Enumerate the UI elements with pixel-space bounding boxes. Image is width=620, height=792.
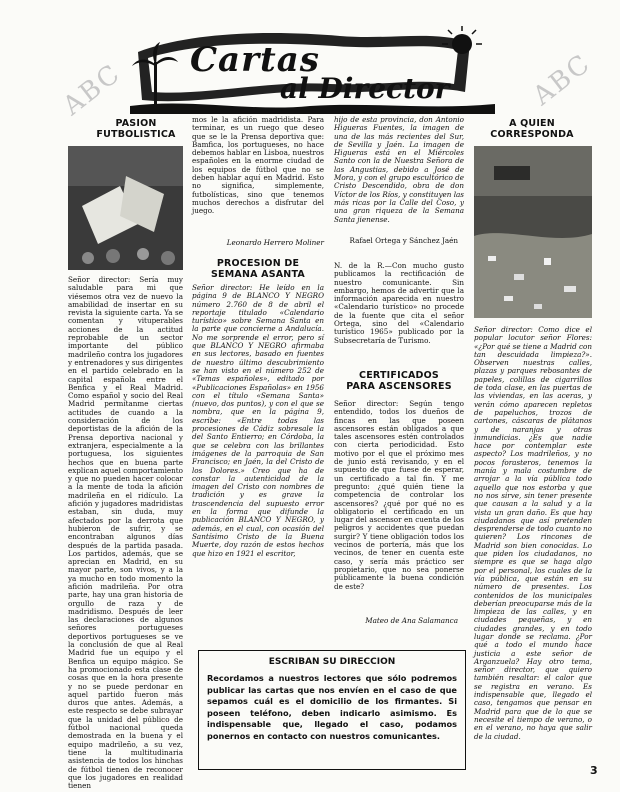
procesion-title-line1: PROCESION DE xyxy=(216,258,300,269)
masthead-title-cartas: Cartas xyxy=(190,40,320,80)
photo-football-crowd xyxy=(68,146,183,270)
certificados-title xyxy=(334,370,464,392)
quien-title xyxy=(474,118,590,140)
pasion-body: Señor director: Sería muy saludable para mi que viésemos otra vez de nuevo la amabilidad de insertar en su revista la siguiente carta. Ya se comentan y vituperables acciones de la actitud reprobable de un sector importante del público madrileño contra los jugadores y entrenadores y sus dirigentes en el partido celebrado en la capital española entre el Benfica y el Real Madrid. Como español y socio del Real Madrid permítanme ciertas actitudes de cuando a la consideración de los deportistas de la afición de la Prensa deportiva nacional y extranjera, especialmente a la portuguesa, los siguientes hechos que en buena parte explican aquel comportamiento y que no pueden hacer colocar a la mente de toda la afición madrileña en el ridículo. La afición y jugadores madridistas estaban, sin duda, muy afectados por la derrota que hubieron de sufrir, y se encontraban algunos días después de la partida pasada. Los partidos, además, que se aprecian en Madrid, en su mayor parte, son vivos, y a la ya mucho en todo momento la afición madrileña. Por otra parte, hay una gran historia de orgullo de raza y de madridismo. Después de leer las declaraciones de algunos señores portugueses deportivos portugueses se ve la conclusión de que al Real Madrid fue un equipo y el Benfica un equipo mágico. Se ha promocionado esta clase de cosas que en la hora presente y no se puede perdonar en aquel partido fueron más duros que antes. Además, a este respecto se debe subrayar que la unidad del público de fútbol nacional queda demostrada en la buena y el equipo madrileño, a su vez, tiene la multitudinaria asistencia de todos los hinchas de fútbol tienen de reconocer que los jugadores en realidad tienen xyxy=(68,275,183,791)
litter-park-image xyxy=(474,146,592,318)
quien-title-line2: CORRESPONDA xyxy=(490,129,574,140)
col3-continuation: hijo de esta provincia, don Antonio Higueras Fuentes, la imagen de una de las más recientes del Sur, de Sevilla y Jaén. La imagen de Higueras está en el Miércoles Santo con la de Nuestra Señora de las Angustias, debido a José de Mora, y con el grupo escultórico de Cristo Descendido, obra de don Víctor de los Ríos, y constituyen las más ricas por la Calle del Coso, y una gran riqueza de la Semana Santa jienense. xyxy=(334,115,464,224)
quien-title-line1: A QUIEN xyxy=(509,118,555,129)
football-crowd-image xyxy=(68,146,183,270)
pasion-signature: Leonardo Herrero Moliner xyxy=(226,238,324,247)
watermark-abc-left: ABC xyxy=(57,58,127,122)
escriban-box xyxy=(198,650,466,770)
pasion-title-line1: PASION xyxy=(115,118,157,129)
col3-signature: Rafael Ortega y Sánchez Jaén xyxy=(349,236,458,245)
certificados-signature: Mateo de Ana Salamanca xyxy=(365,616,458,625)
masthead xyxy=(130,22,495,114)
certificados-body: Señor director: Según tengo entendido, todos los dueños de fincas en las que poseen ascensores están obligados a que tales ascensores estén controlados con cierta periodicidad. Esto motivo por el que el próximo mes de junio está revisando, y en el supuesto de que fuese de esperar, un certificado a tal fin. Y me pregunto: ¿qué quién tiene la competencia de controlar los ascensores? ¿qué por qué no es obligatorio el certificado en un lugar del ascensor en cuenta de los peligros y accidentes que puedan surgir? Y tiene obligación todos los vecinos de portería, más que los vecinos, de tener en cuenta este caso, y sería más práctico ser propietario, que no sea ponerse públicamente la buena condición de este? xyxy=(334,399,464,591)
procesion-title-line2: SEMANA ASANTA xyxy=(211,269,305,280)
procesion-title xyxy=(192,258,324,280)
certificados-title-line1: CERTIFICADOS xyxy=(359,370,439,381)
escriban-body: Recordamos a nuestros lectores que sólo podremos publicar las cartas que nos envíen en el caso de que sepamos cuál es el domicilio de los firmantes. Si poseen teléfono, deben indicarlo asimismo. Es indispensable que, llegado el caso, podamos ponernos en contacto con nuestros comunicantes. xyxy=(207,673,457,741)
editor-note: N. de la R.—Con mucho gusto publicamos la rectificación de nuestro comunicante. Sin embargo, hemos de advertir que la información aparecida en nuestro «Calendario turístico» no procede de la fuente que cita el señor Ortega, sino del «Calendario turístico 1965» publicado por la Subsecretaría de Turismo. xyxy=(334,261,464,345)
certificados-title-line2: PARA ASCENSORES xyxy=(346,381,452,392)
pasion-title xyxy=(82,118,190,140)
quien-body: Señor director: Como dice el popular locutor señor Flores: «¿Por qué se tiene a Madrid con tan descuidada limpieza?». Observen nuestras calles, plazas y parques rebosantes de papeles, colillas de cigarrillos de toda clase, en las puertas de las viviendas, en las aceras, y verán cómo aparecen repletos de papeluchos, trozos de cartones, cáscaras de plátanos y de naranjas y otras inmundicias. ¿Es que nadie hace por contemplar este aspecto? Los madrileños, y no pocos forasteros, tenemos la manía y mala costumbre de arrojar a la vía pública todo aquello que nos estorba y que no nos sirve, sin tener presente que causan a la salud y a la vista un gran daño. Es que hay ciudadanos que así pretenden desprenderse de todo cuanto no quieren? Los rincones de Madrid son bien conocidas. Lo que piden los ciudadanos, no siempre es que se haga algo por el personal, los cuales de la vía pública, que están en su número de presentes. Los contenidos de los municipales deberían preocuparse más de la limpieza de las calles, y en ciudades pequeñas, y en ciudades grandes, y en todo lugar donde se reclama. ¿Por qué a todo el mundo hace justicia a este señor de Arganzuela? Hay otro tema, señor director, que quiero también resaltar: el calor que se registra en verano. Es indispensable que, llegado el caso, tengamos que pensar en Madrid para que de lo que se necesite el tiempo de verano, o en el verano, no haya que salir de la ciudad. xyxy=(474,325,592,741)
pasion-title-line2: FUTBOLISTICA xyxy=(96,129,176,140)
photo-litter-park xyxy=(474,146,592,318)
page-number: 3 xyxy=(590,764,598,777)
procesion-body: Señor director: He leído en la página 9 de BLANCO Y NEGRO número 2.760 de 8 de abril el reportaje titulado «Calendario turístico» sobre Semana Santa en la parte que concierne a Andalucía. No me sorprende el error, pero sí que BLANCO Y NEGRO afirmaba en sus lectores, basado en fuentes de nuestro último descubrimiento se han visto en el número 252 de «Temas españoles», editado por «Publicaciones Españolas» en 1956 con el título «Semana Santa» (nuevo, dos puntos), y con el que se nombra, que en la página 9, escribe: «Entre todas las procesiones de Cádiz sobresale la del Santo Entierro; en Córdoba, la que se celebra con las brillantes imágenes de la parroquia de San Francisco; en Jaén, la del Cristo de los Dolores.» Creo que ha de constar la autenticidad de la imagen del Cristo con nombres de tradición y es grave la trascendencia del supuesto error en la forma que difunde la publicación BLANCO Y NEGRO, y además, en el cual, con ocasión del Santísimo Cristo de la Buena Muerte, doy razón de estos hechos que hizo en 1921 el escritor, xyxy=(192,283,324,558)
watermark-abc-right: ABC xyxy=(527,48,597,112)
pasion-continuation: mos le la afición madridista. Para terminar, es un ruego que deseo que se le la Prensa deportiva que: Bamfica, los portugueses, no hace debemos hablar en Lisboa, nuestros españoles en la enorme ciudad de los equipos de fútbol que no se deben hablar aquí en Madrid. Esto no significa, simplemente, futbolísticas, sino que tenemos muchos derechos a disfrutar del juego. xyxy=(192,115,324,216)
escriban-title: ESCRIBAN SU DIRECCION xyxy=(268,657,396,667)
masthead-title-director: al Director xyxy=(280,72,450,105)
